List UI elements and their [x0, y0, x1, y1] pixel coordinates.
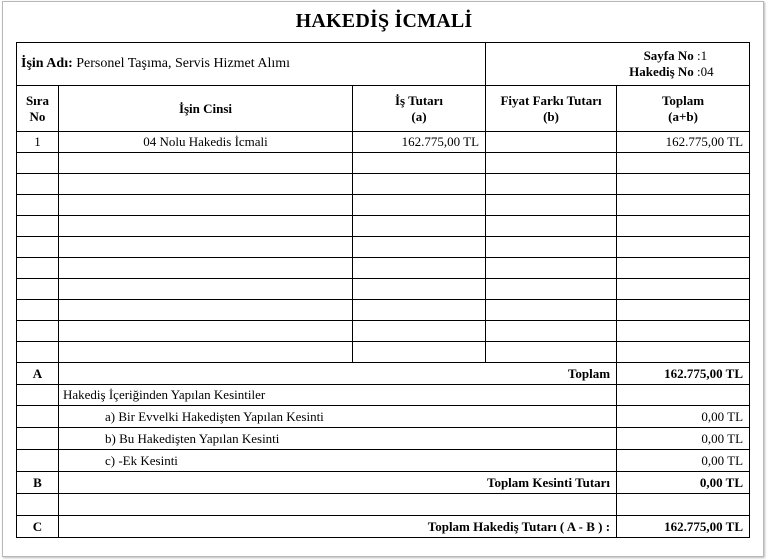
item-cell-fiyat-farki — [486, 342, 617, 363]
item-cell-fiyat-farki — [486, 216, 617, 237]
item-cell-sira — [17, 342, 59, 363]
item-cell-fiyat-farki — [486, 174, 617, 195]
item-cell-is-tutari — [353, 174, 486, 195]
item-cell-toplam: 162.775,00 TL — [617, 132, 750, 153]
c-label: C — [17, 516, 59, 538]
item-row — [17, 321, 750, 342]
item-row — [17, 216, 750, 237]
summary-c-row — [17, 516, 750, 538]
toplam-hakedis-value: 162.775,00 TL — [617, 516, 750, 538]
toplam-value: 162.775,00 TL — [617, 363, 750, 385]
item-cell-cins — [59, 258, 353, 279]
item-cell-toplam — [617, 237, 750, 258]
item-cell-sira — [17, 279, 59, 300]
a-label: A — [17, 363, 59, 385]
item-cell-sira — [17, 153, 59, 174]
item-cell-toplam — [617, 153, 750, 174]
item-cell-cins — [59, 153, 353, 174]
kesinti-row — [17, 406, 750, 428]
item-cell-fiyat-farki — [486, 195, 617, 216]
item-row — [17, 195, 750, 216]
item-cell-fiyat-farki — [486, 237, 617, 258]
item-cell-fiyat-farki — [486, 258, 617, 279]
column-header-row — [17, 86, 750, 132]
item-cell-sira — [17, 237, 59, 258]
item-row — [17, 132, 750, 153]
item-cell-fiyat-farki — [486, 132, 617, 153]
item-row — [17, 258, 750, 279]
item-cell-is-tutari — [353, 195, 486, 216]
item-cell-is-tutari — [353, 237, 486, 258]
item-cell-is-tutari — [353, 321, 486, 342]
item-cell-is-tutari — [353, 342, 486, 363]
isin-adi-value: Personel Taşıma, Servis Hizmet Alımı — [76, 56, 291, 71]
item-cell-cins — [59, 216, 353, 237]
page-info-cell — [486, 43, 750, 86]
kesinti-value: 0,00 TL — [617, 450, 750, 472]
item-row — [17, 153, 750, 174]
col-toplam: Toplam (a+b) — [617, 86, 750, 132]
item-cell-fiyat-farki — [486, 153, 617, 174]
spacer-row — [17, 494, 750, 516]
kesinti-value: 0,00 TL — [617, 406, 750, 428]
item-cell-cins — [59, 279, 353, 300]
item-cell-toplam — [617, 195, 750, 216]
item-row — [17, 300, 750, 321]
item-cell-toplam — [617, 216, 750, 237]
item-cell-fiyat-farki — [486, 321, 617, 342]
col-cins: İşin Cinsi — [59, 86, 353, 132]
item-cell-sira: 1 — [17, 132, 59, 153]
item-cell-fiyat-farki — [486, 300, 617, 321]
document-title: HAKEDİŞ İCMALİ — [295, 10, 473, 32]
item-cell-toplam — [617, 342, 750, 363]
toplam-kesinti-label: Toplam Kesinti Tutarı — [59, 472, 617, 494]
item-row — [17, 279, 750, 300]
item-cell-fiyat-farki — [486, 279, 617, 300]
item-cell-is-tutari — [353, 279, 486, 300]
sayfa-no-label: Sayfa No — [643, 48, 694, 63]
item-cell-toplam — [617, 258, 750, 279]
item-cell-is-tutari: 162.775,00 TL — [353, 132, 486, 153]
b-label: B — [17, 472, 59, 494]
summary-a-row — [17, 363, 750, 385]
item-cell-toplam — [617, 279, 750, 300]
item-cell-sira — [17, 258, 59, 279]
item-cell-is-tutari — [353, 153, 486, 174]
item-cell-cins — [59, 174, 353, 195]
col-sira: Sıra No — [17, 86, 59, 132]
item-cell-is-tutari — [353, 258, 486, 279]
item-cell-cins — [59, 342, 353, 363]
isin-adi-label: İşin Adı: — [21, 56, 73, 71]
kesinti-label: b) Bu Hakedişten Yapılan Kesinti — [59, 428, 617, 450]
item-rows — [17, 132, 750, 363]
item-row — [17, 174, 750, 195]
item-cell-cins: 04 Nolu Hakedis İcmali — [59, 132, 353, 153]
item-cell-toplam — [617, 321, 750, 342]
item-cell-cins — [59, 321, 353, 342]
item-row — [17, 237, 750, 258]
toplam-kesinti-value: 0,00 TL — [617, 472, 750, 494]
sayfa-no-value: :1 — [697, 48, 708, 63]
col-is-tutari: İş Tutarı (a) — [353, 86, 486, 132]
hakedis-no-label: Hakediş No — [629, 64, 694, 79]
isin-adi-cell — [17, 43, 486, 86]
item-row — [17, 342, 750, 363]
toplam-hakedis-label: Toplam Hakediş Tutarı ( A - B ) : — [59, 516, 617, 538]
summary-b-row — [17, 472, 750, 494]
item-cell-sira — [17, 216, 59, 237]
icmal-table — [16, 42, 750, 538]
item-cell-sira — [17, 195, 59, 216]
toplam-label: Toplam — [59, 363, 617, 385]
item-cell-sira — [17, 300, 59, 321]
item-cell-cins — [59, 237, 353, 258]
item-cell-cins — [59, 195, 353, 216]
kesinti-row — [17, 428, 750, 450]
item-cell-is-tutari — [353, 216, 486, 237]
item-cell-toplam — [617, 300, 750, 321]
kesinti-heading-row — [17, 385, 750, 406]
kesinti-label: c) -Ek Kesinti — [59, 450, 617, 472]
item-cell-sira — [17, 321, 59, 342]
kesinti-row — [17, 450, 750, 472]
col-fiyat-farki: Fiyat Farkı Tutarı (b) — [486, 86, 617, 132]
kesinti-label: a) Bir Evvelki Hakedişten Yapılan Kesinti — [59, 406, 617, 428]
hakedis-no-value: :04 — [697, 64, 714, 79]
item-cell-sira — [17, 174, 59, 195]
item-cell-is-tutari — [353, 300, 486, 321]
header-row — [17, 43, 750, 86]
kesinti-heading: Hakediş İçeriğinden Yapılan Kesintiler — [59, 385, 617, 406]
item-cell-cins — [59, 300, 353, 321]
item-cell-toplam — [617, 174, 750, 195]
kesinti-value: 0,00 TL — [617, 428, 750, 450]
